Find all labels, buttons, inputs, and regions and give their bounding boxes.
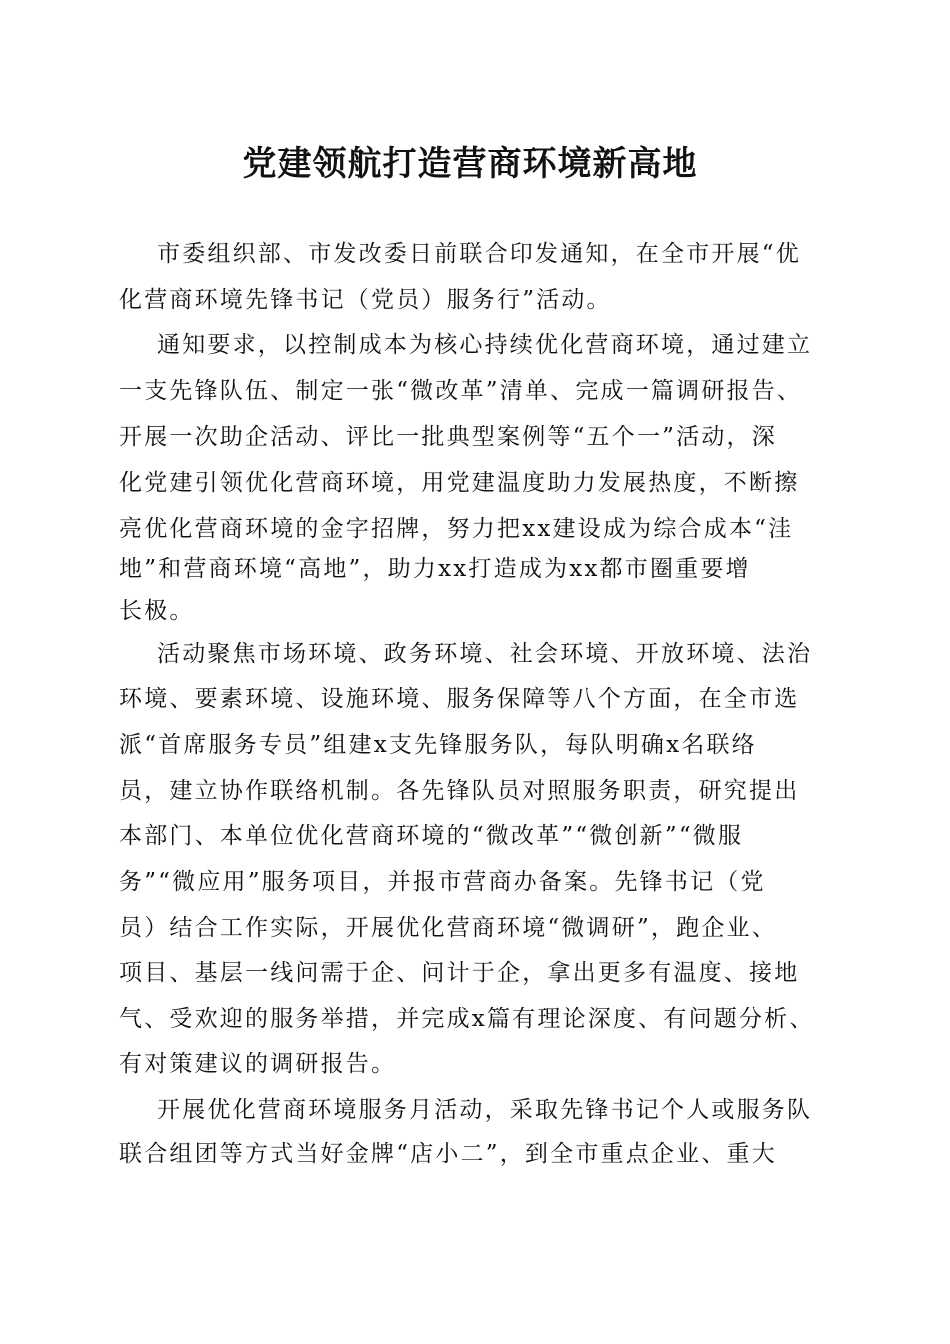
- paragraph-2-line: 长极。: [119, 598, 195, 624]
- paragraph-2-line: 开展一次助企活动、评比一批典型案例等“五个一”活动，深: [119, 424, 777, 450]
- paragraph-3-line: 务”“微应用”服务项目，并报市营商办备案。先锋书记（党: [119, 869, 766, 895]
- paragraph-3-line: 气、受欢迎的服务举措，并完成x篇有理论深度、有问题分析、: [119, 1006, 815, 1032]
- paragraph-2-line: 化党建引领优化营商环境，用党建温度助力发展热度，不断擦: [119, 470, 800, 496]
- paragraph-2-line: 亮优化营商环境的金字招牌，努力把xx建设成为综合成本“洼: [119, 516, 794, 542]
- paragraph-2-line: 地”和营商环境“高地”，助力xx打造成为xx都市圈重要增: [119, 556, 751, 582]
- paragraph-4-line: 开展优化营商环境服务月活动，采取先锋书记个人或服务队: [157, 1097, 813, 1123]
- paragraph-2-line: 通知要求，以控制成本为核心持续优化营商环境，通过建立: [157, 332, 813, 358]
- paragraph-3-line: 派“首席服务专员”组建x支先锋服务队，每队明确x名联络: [119, 732, 757, 758]
- paragraph-3-line: 有对策建议的调研报告。: [119, 1051, 397, 1077]
- paragraph-2-line: 一支先锋队伍、制定一张“微改革”清单、完成一篇调研报告、: [119, 378, 803, 404]
- paragraph-3-line: 活动聚焦市场环境、政务环境、社会环境、开放环境、法治: [157, 641, 813, 667]
- paragraph-3-line: 员，建立协作联络机制。各先锋队员对照服务职责，研究提出: [119, 778, 800, 804]
- paragraph-3-line: 环境、要素环境、设施环境、服务保障等八个方面，在全市选: [119, 686, 800, 712]
- paragraph-3-line: 项目、基层一线问需于企、问计于企，拿出更多有温度、接地: [119, 960, 800, 986]
- paragraph-1-line: 市委组织部、市发改委日前联合印发通知，在全市开展“优: [157, 241, 801, 267]
- document-title: 党建领航打造营商环境新高地: [242, 144, 698, 184]
- paragraph-1-line: 化营商环境先锋书记（党员）服务行”活动。: [119, 287, 612, 313]
- paragraph-3-line: 本部门、本单位优化营商环境的“微改革”“微创新”“微服: [119, 823, 744, 849]
- paragraph-4-line: 联合组团等方式当好金牌“店小二”，到全市重点企业、重大: [119, 1141, 777, 1167]
- paragraph-3-line: 员）结合工作实际，开展优化营商环境“微调研”，跑企业、: [119, 915, 777, 941]
